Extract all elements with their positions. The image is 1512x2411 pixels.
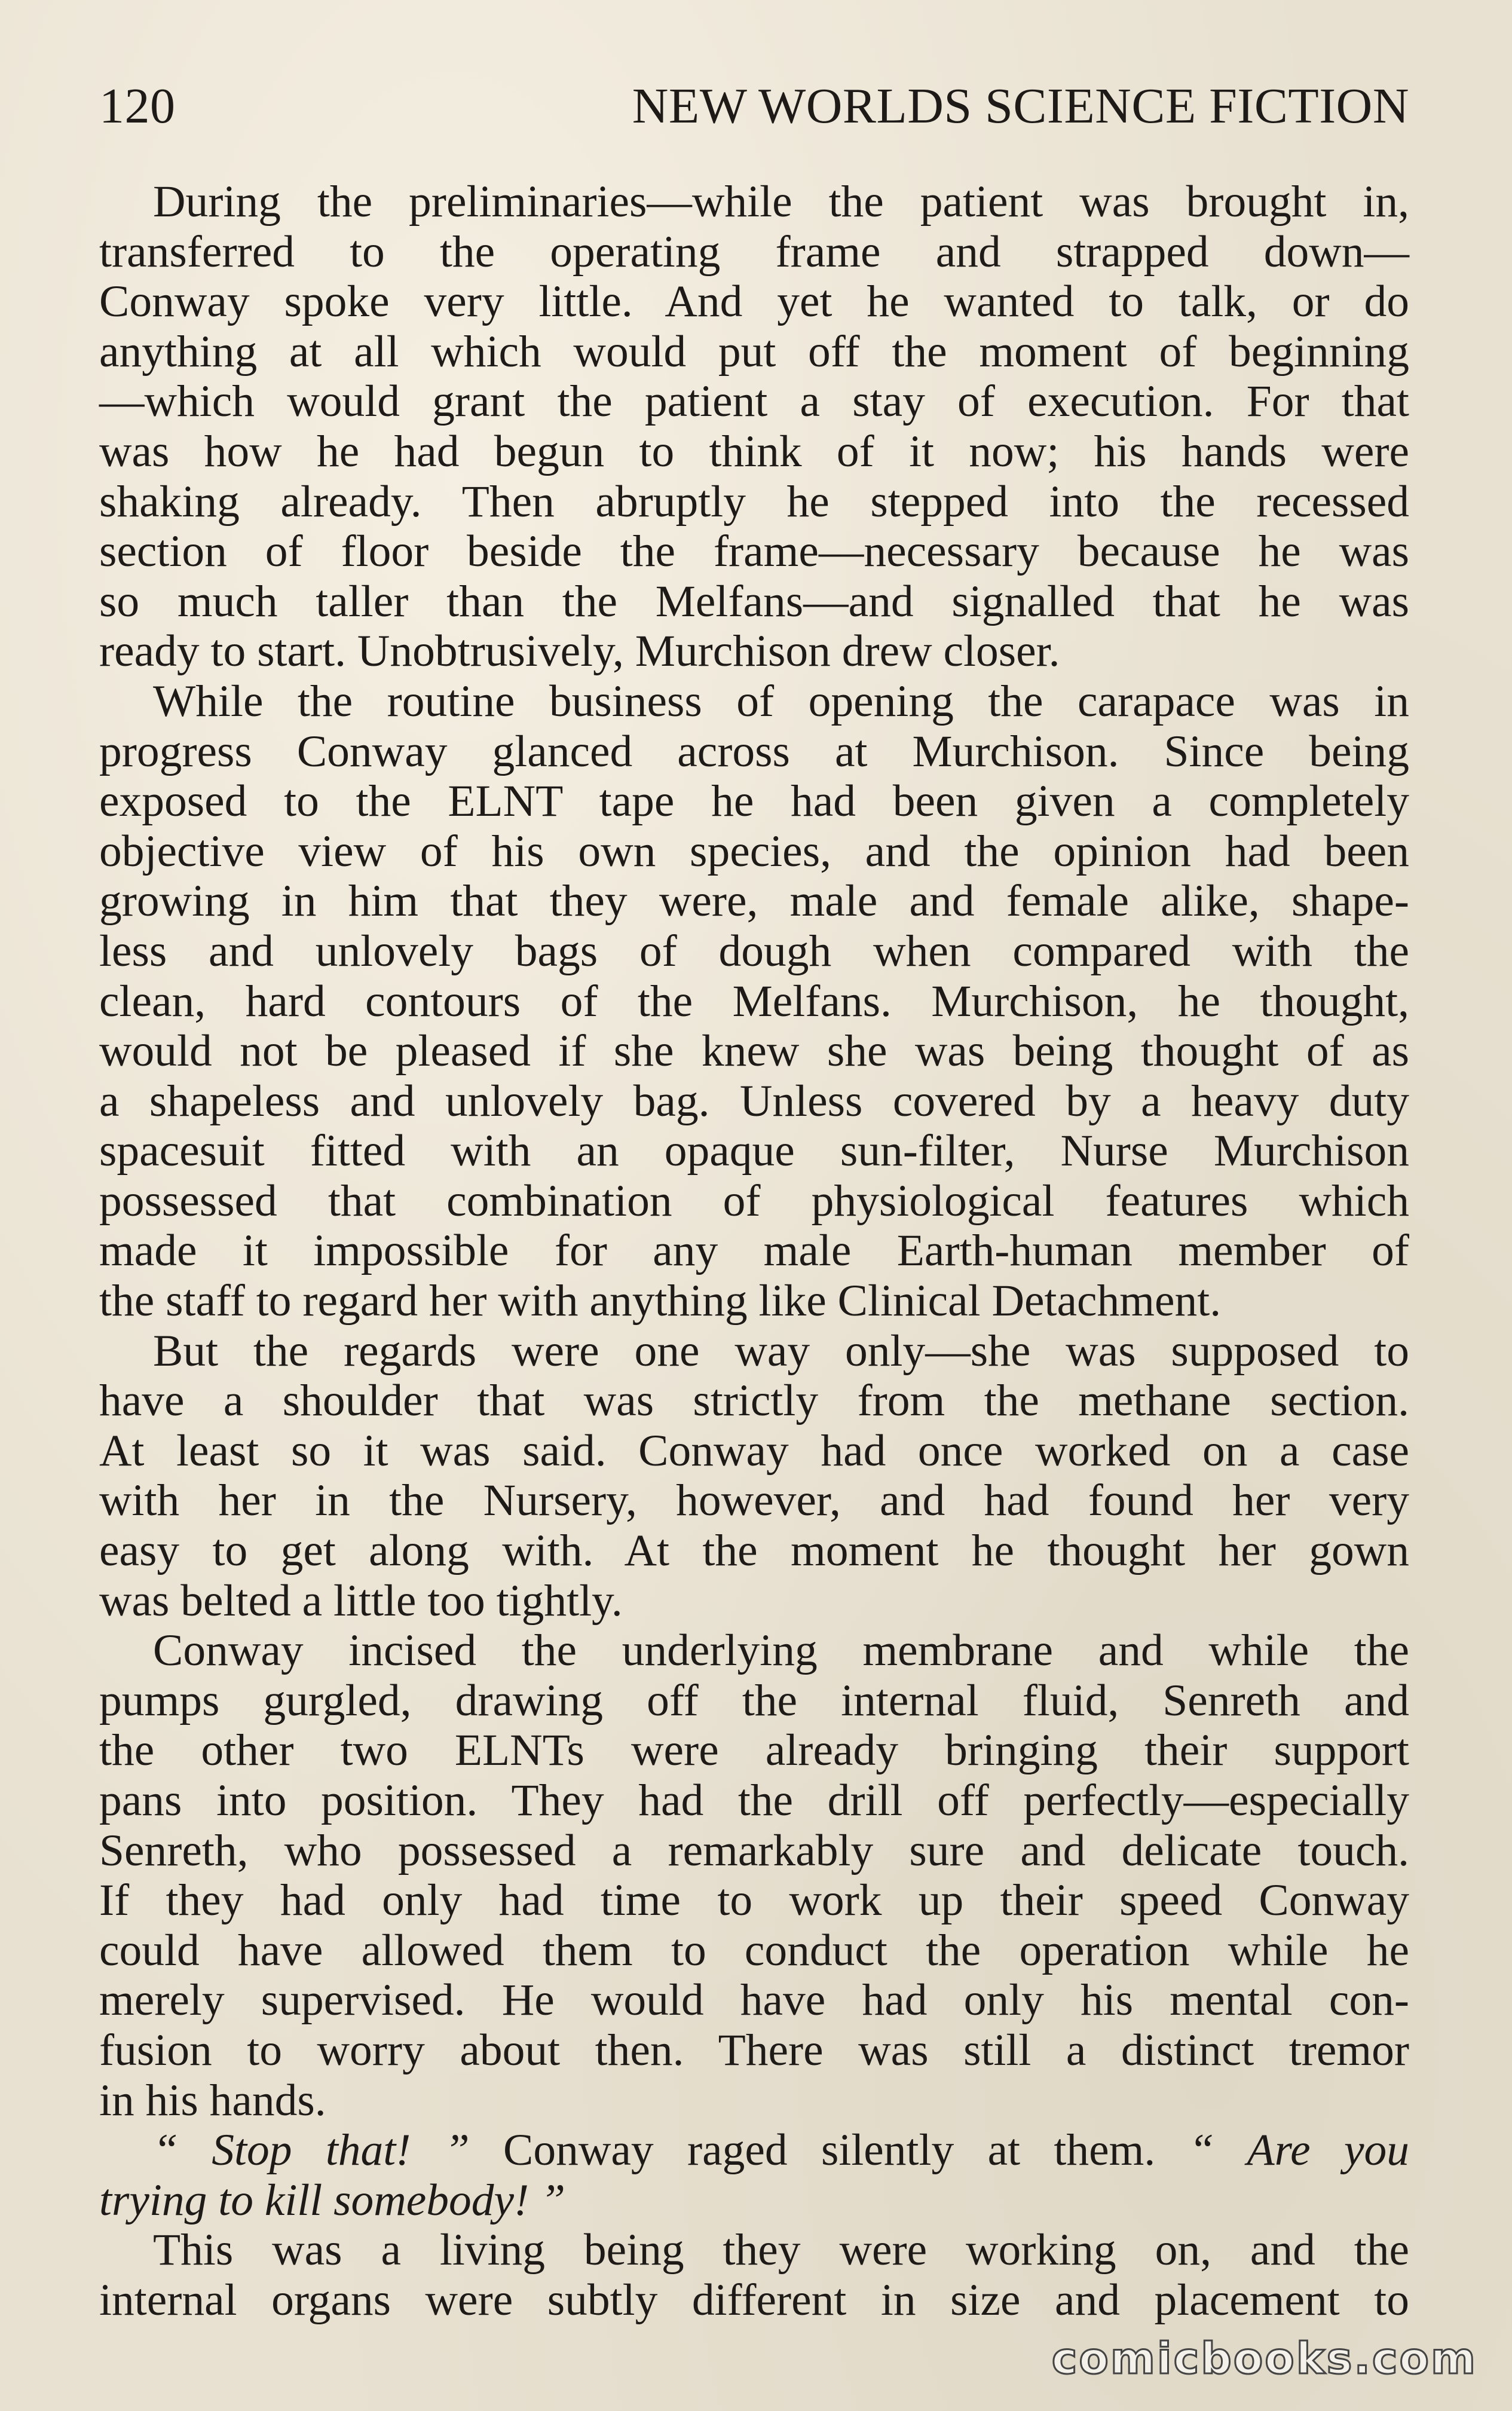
text-line: was how he had begun to think of it now; his hands were [99,426,1409,476]
text-line: growing in him that they were, male and female alike, shape- [99,876,1409,926]
text-line: easy to get along with. At the moment he thought her gown [99,1526,1409,1576]
text-line: a shapeless and unlovely bag. Unless covered by a heavy duty [99,1076,1409,1126]
text-line: But the regards were one way only—she was supposed to [153,1326,1409,1376]
text-line: internal organs were subtly different in size and placement to [99,2275,1409,2325]
text-line: the staff to regard her with anything like Clinical Detachment. [99,1276,1222,1326]
text-line: pumps gurgled, drawing off the internal fluid, Senreth and [99,1675,1409,1725]
text-line: merely supervised. He would have had only his mental con- [99,1975,1409,2026]
text-line: —which would grant the patient a stay of execution. For that [99,377,1409,427]
text-line: possessed that combination of physiological features which [99,1176,1409,1226]
text-line: exposed to the ELNT tape he had been given a completely [99,776,1409,827]
text-line: objective view of his own species, and the opinion had been [99,826,1409,876]
text-line: the other two ELNTs were already bringing their support [99,1725,1409,1776]
italic-text: “ Are you [1189,2125,1409,2176]
body-text [99,177,1409,2326]
text-line: so much taller than the Melfans—and signalled that he was [99,576,1409,626]
text-line: progress Conway glanced across at Murchison. Since being [99,726,1409,776]
text-line: If they had only had time to work up their speed Conway [99,1875,1409,1926]
text-line: spacesuit fitted with an opaque sun-filter, Nurse Murchison [99,1126,1409,1176]
running-head [99,77,1409,136]
text-line: During the preliminaries—while the patient was brought in, [153,177,1409,227]
text-line: in his hands. [99,2075,326,2125]
page-number: 120 [99,78,176,134]
text-line: pans into position. They had the drill off perfectly—especially [99,1776,1409,1825]
text-line: fusion to worry about then. There was still a distinct tremor [99,2025,1409,2075]
text-line [99,2125,1409,2176]
text-line: shaking already. Then abruptly he stepped into the recessed [99,476,1409,527]
text-line: While the routine business of opening the carapace was in [153,676,1409,726]
text-line: At least so it was said. Conway had once worked on a case [99,1425,1409,1476]
text-line: could have allowed them to conduct the operation while he [99,1925,1409,1975]
text-line: with her in the Nursery, however, and had found her very [99,1476,1409,1526]
text-line: would not be pleased if she knew she was being thought of as [99,1026,1409,1076]
text-line: This was a living being they were working on, and the [153,2225,1409,2275]
text-line: Conway spoke very little. And yet he wanted to talk, or do [99,277,1409,327]
text-line: Senreth, who possessed a remarkably sure and delicate touch. [99,1825,1409,1875]
italic-text: “ Stop that! ” [153,2125,470,2176]
watermark: comicbooks.com [1051,2333,1477,2384]
text-line: ready to start. Unobtrusively, Murchison drew closer. [99,626,1060,677]
text-line: less and unlovely bags of dough when compared with the [99,926,1409,976]
publication-title: NEW WORLDS SCIENCE FICTION [632,78,1409,134]
text-line: anything at all which would put off the moment of beginning [99,326,1409,377]
text-line: Conway incised the underlying membrane and while the [153,1626,1409,1676]
text-line: have a shoulder that was strictly from the methane section. [99,1376,1409,1426]
text-line: made it impossible for any male Earth-human member of [99,1226,1409,1276]
text-line: transferred to the operating frame and strapped down— [99,227,1409,277]
text-line: was belted a little too tightly. [99,1575,623,1626]
text-line: clean, hard contours of the Melfans. Murchison, he thought, [99,976,1409,1026]
text-span: Conway raged silently at them. [469,2125,1189,2176]
text-line: section of floor beside the frame—necessary because he was [99,527,1409,577]
text-line: trying to kill somebody! ” [99,2175,566,2225]
